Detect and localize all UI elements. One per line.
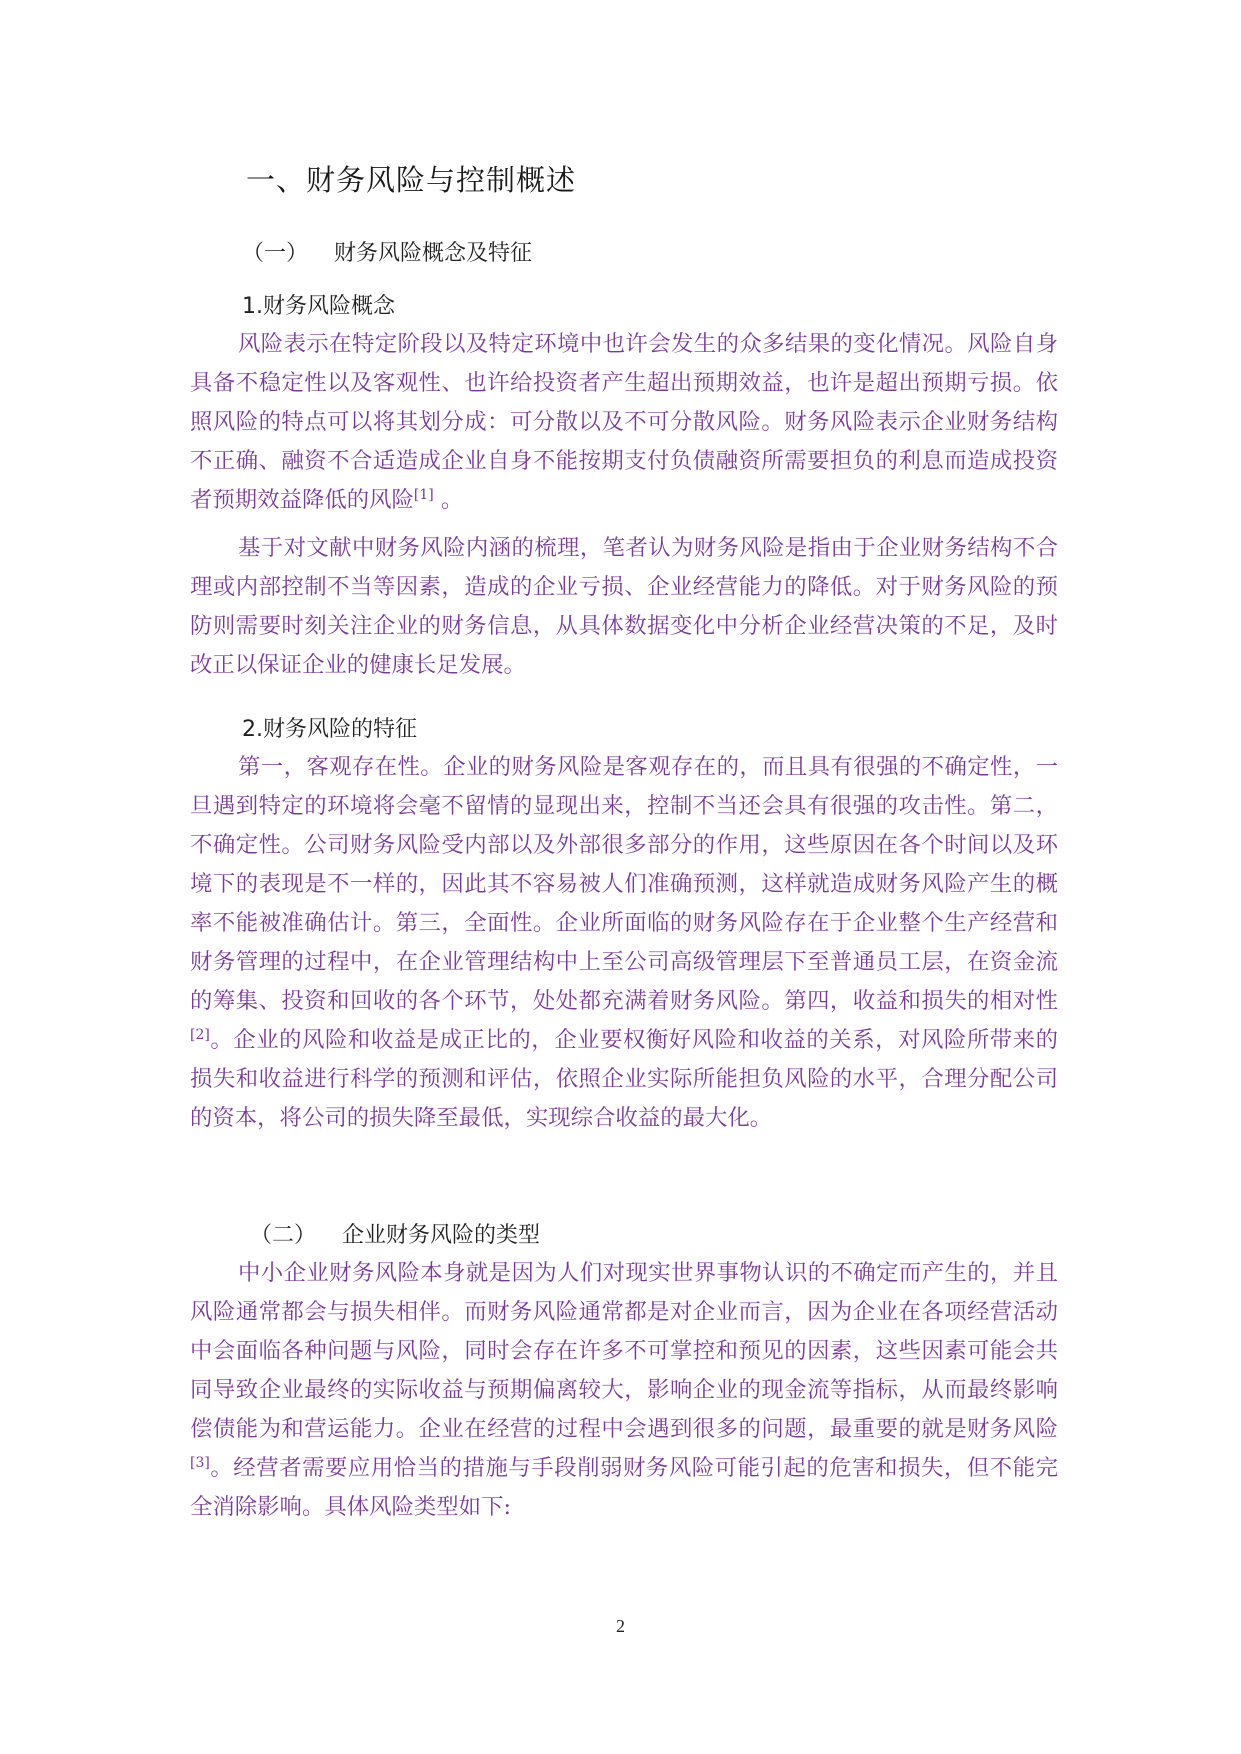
paragraph-text: 风险表示在特定阶段以及特定环境中也许会发生的众多结果的变化情况。风险自身具备不稳定性以及客观性、也许给投资者产生超出预期效益，也许是超出预期亏损。依照风险的特点可以将其划分成：可分散以及不可分散风险。财务风险表示企业财务结构不正确、融资不合适造成企业自身不能按期支付负债融资所需要担负的利息而造成投资者预期效益降低的风险 [190, 331, 1058, 513]
section-heading-1 [242, 236, 532, 267]
page-number: 2 [616, 1616, 625, 1636]
paragraph-text: 基于对文献中财务风险内涵的梳理，笔者认为财务风险是指由于企业财务结构不合理或内部控制不当等因素，造成的企业亏损、企业经营能力的降低。对于财务风险的预防则需要时刻关注企业的财务信息，从具体数据变化中分析企业经营决策的不足，及时改正以保证企业的健康长足发展。 [190, 535, 1058, 678]
paragraph-tail: 。 [433, 487, 464, 513]
chapter-heading: 一、财务风险与控制概述 [246, 163, 577, 197]
paragraph-4 [190, 1254, 1058, 1527]
section-title: 企业财务风险的类型 [342, 1223, 541, 1248]
paragraph-tail: 。企业的风险和收益是成正比的，企业要权衡好风险和收益的关系，对风险所带来的损失和收益进行科学的预测和评估，依照企业实际所能担负风险的水平，合理分配公司的资本，将公司的损失降至最低，实现综合收益的最大化。 [190, 1027, 1058, 1131]
paragraph-text: 第一，客观存在性。企业的财务风险是客观存在的，而且具有很强的不确定性，一旦遇到特定的环境将会毫不留情的显现出来，控制不当还会具有很强的攻击性。第二，不确定性。公司财务风险受内部以及外部很多部分的作用，这些原因在各个时间以及环境下的表现是不一样的，因此其不容易被人们准确预测，这样就造成财务风险产生的概率不能被准确估计。第三，全面性。企业所面临的财务风险存在于企业整个生产经营和财务管理的过程中，在企业管理结构中上至公司高级管理层下至普通员工层，在资金流的筹集、投资和回收的各个环节，处处都充满着财务风险。第四，收益和损失的相对性 [190, 754, 1058, 1014]
section-number: （一） [242, 241, 309, 266]
subsection-heading-2: 2.财务风险的特征 [242, 717, 417, 742]
paragraph-tail: 。经营者需要应用恰当的措施与手段削弱财务风险可能引起的危害和损失，但不能完全消除影响。具体风险类型如下: [190, 1455, 1058, 1520]
citation: [1] [413, 487, 434, 503]
paragraph-3 [190, 748, 1058, 1138]
paragraph-2 [190, 529, 1058, 685]
paragraph-text: 中小企业财务风险本身就是因为人们对现实世界事物认识的不确定而产生的，并且风险通常都会与损失相伴。而财务风险通常都是对企业而言，因为企业在各项经营活动中会面临各种问题与风险，同时会存在许多不可掌控和预见的因素，这些因素可能会共同导致企业最终的实际收益与预期偏离较大，影响企业的现金流等指标，从而最终影响偿债能为和营运能力。企业在经营的过程中会遇到很多的问题，最重要的就是财务风险 [190, 1260, 1058, 1442]
section-number: （二） [250, 1223, 317, 1248]
subsection-heading-1: 1.财务风险概念 [242, 294, 395, 319]
section-heading-2 [250, 1218, 540, 1249]
citation: [3] [190, 1455, 210, 1471]
citation: [2] [190, 1027, 210, 1043]
paragraph-1 [190, 325, 1058, 520]
section-title: 财务风险概念及特征 [334, 241, 533, 266]
